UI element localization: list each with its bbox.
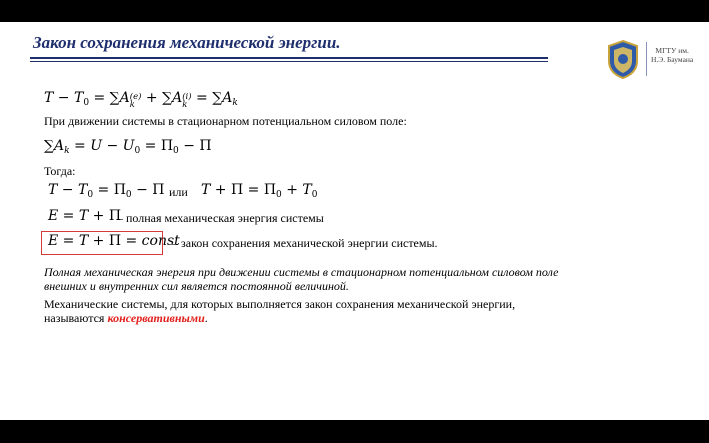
equation-kinetic-potential: $T - T_0 = \Pi_0 - \Pi$ — [48, 182, 165, 200]
term-conservative: консервативными — [107, 311, 205, 325]
logo-divider — [646, 42, 647, 76]
text-conservative-line1: Механические системы, для которых выполняется закон сохранения механической энергии, — [44, 297, 516, 311]
text-conservative-line2: называются консервативными. — [44, 311, 208, 325]
organization-name: МГТУ им. Н.Э. Баумана — [651, 46, 694, 64]
text-or: или — [169, 185, 188, 199]
text-potential-field-intro: При движении системы в стационарном потенциальном силовом поле: — [44, 114, 407, 128]
text-then: Тогда: — [44, 164, 76, 178]
equation-sum-work: $\sum A_k = U - U_0 = \Pi_0 - \Pi$ — [44, 138, 212, 156]
slide — [0, 22, 709, 420]
text-italic-line1: Полная механическая энергия при движении системы в стационарном потенциальном силовом поле — [44, 265, 559, 279]
text-full-energy: – полная механическая энергия системы — [117, 211, 324, 225]
equation-energy-const: E = T + Π = const — [48, 233, 180, 249]
equation-energy-sum: $T + \Pi = \Pi_0 + T_0$ — [201, 182, 318, 200]
text-italic-line2: внешних и внутренних сил является постоянной величиной. — [44, 279, 349, 293]
slide-title: Закон сохранения механической энергии. — [33, 33, 341, 52]
title-underline-thin — [30, 61, 548, 62]
text-conservation-law: – закон сохранения механической энергии системы. — [172, 236, 438, 250]
equation-mechanical-energy: E = T + Π — [48, 208, 122, 224]
title-underline — [30, 57, 548, 59]
university-crest-icon — [606, 39, 640, 79]
equation-work-energy: $T - T_0 = \sum A(e)$ k + ∑A(i) $k = \sum A_k$ — [44, 90, 238, 110]
